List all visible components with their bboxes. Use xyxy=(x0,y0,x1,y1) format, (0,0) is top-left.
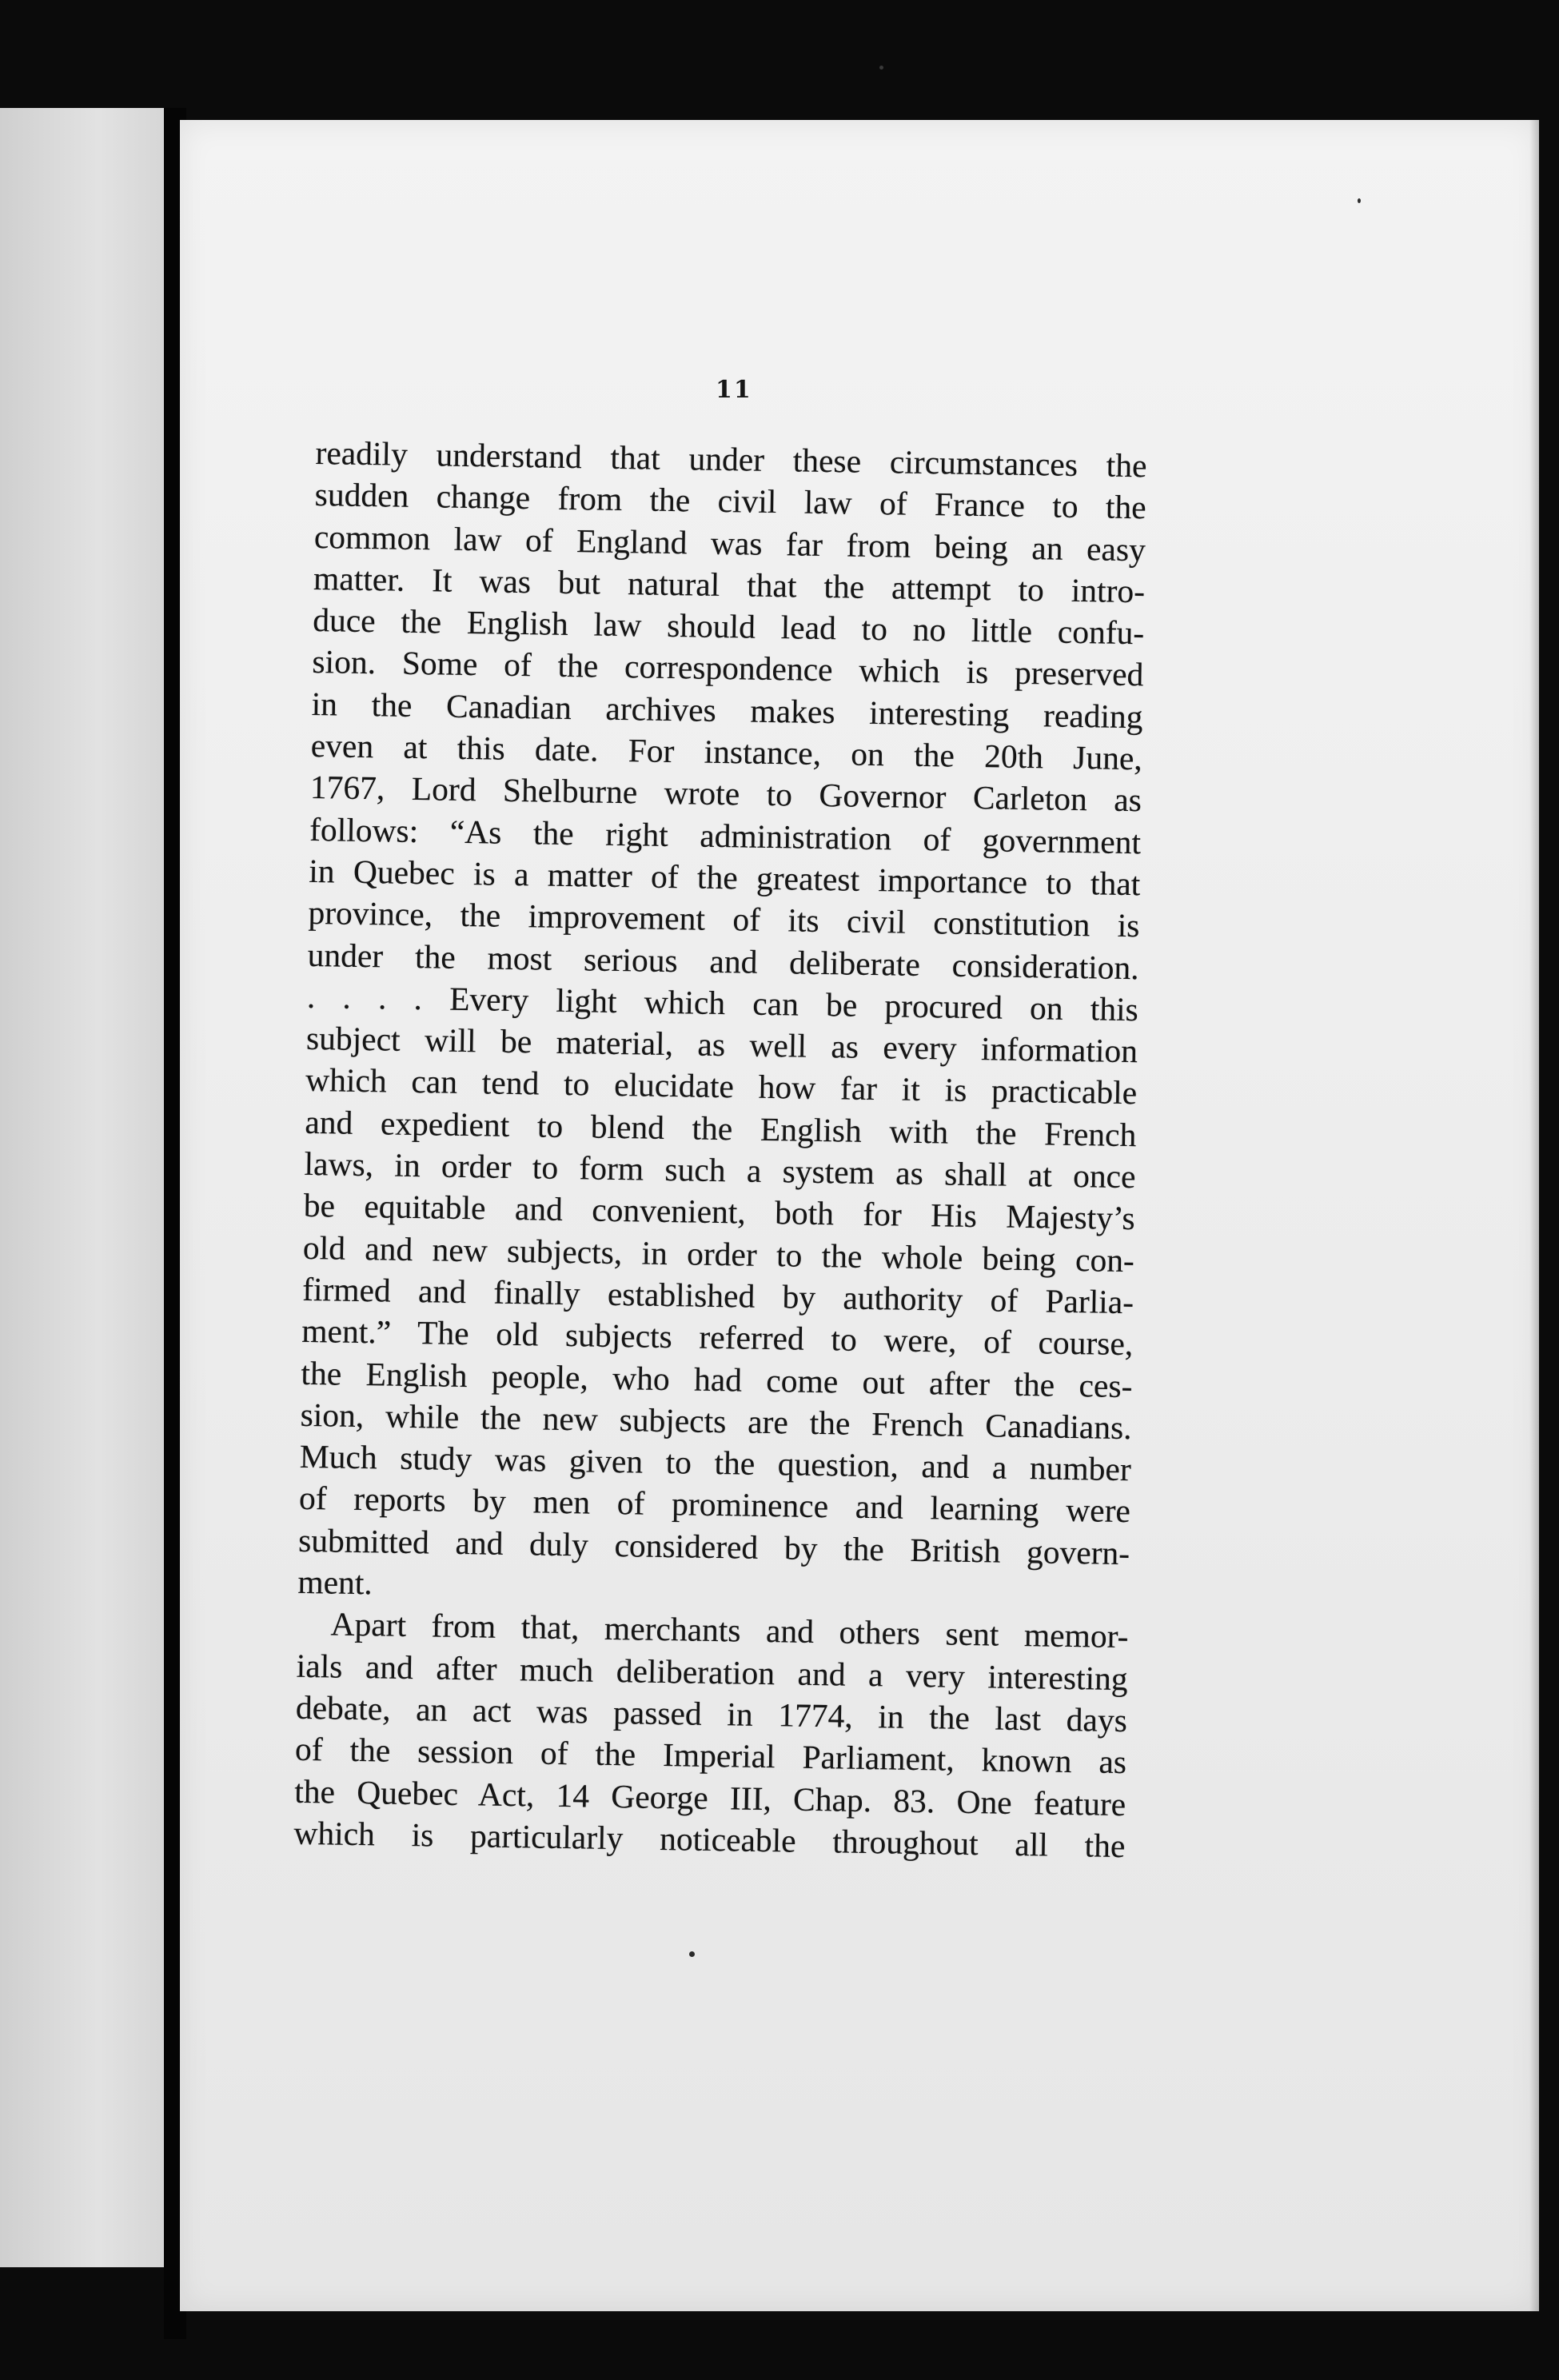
text-line: in Quebec is a matter of the greatest importance to that xyxy=(309,852,1141,903)
text-line: old and new subjects, in order to the whole being con- xyxy=(302,1228,1135,1279)
text-line: in the Canadian archives makes interesting reading xyxy=(311,685,1143,736)
text-line: submitted and duly considered by the British govern- xyxy=(297,1521,1130,1571)
text-line: and expedient to blend the English with the French xyxy=(305,1103,1137,1153)
scan-speck xyxy=(1358,198,1361,203)
text-line: which is particularly noticeable throughout all the xyxy=(293,1814,1126,1864)
text-line: of reports by men of prominence and learning were xyxy=(298,1480,1131,1530)
text-line: of the session of the Imperial Parliament, known as xyxy=(294,1731,1127,1781)
text-line: sudden change from the civil law of France to the xyxy=(314,476,1147,526)
facing-page-edge xyxy=(0,108,164,2267)
text-line: common law of England was far from being an easy xyxy=(313,517,1146,568)
text-line: which can tend to elucidate how far it is practicable xyxy=(305,1061,1138,1112)
text-line: ials and after much deliberation and a very interesting xyxy=(296,1647,1129,1697)
scan-speck xyxy=(879,66,883,70)
text-line: readily understand that under these circumstances the xyxy=(315,433,1147,485)
text-line: under the most serious and deliberate consideration. xyxy=(307,936,1139,986)
text-line: sion, while the new subjects are the French Canadians. xyxy=(300,1396,1132,1447)
text-line: duce the English law should lead to no little confu- xyxy=(312,601,1145,652)
text-line: ment.” The old subjects referred to were, of course, xyxy=(301,1312,1134,1363)
text-line: debate, an act was passed in 1774, in the last days xyxy=(295,1688,1128,1739)
page-number: 11 xyxy=(716,376,752,404)
text-line: 1767, Lord Shelburne wrote to Governor Carleton as xyxy=(309,769,1142,819)
text-line: matter. It was but natural that the attempt to intro- xyxy=(313,559,1146,610)
text-line: subject will be material, as well as every information xyxy=(305,1020,1138,1070)
text-line: sion. Some of the correspondence which is preserved xyxy=(312,643,1144,693)
page-edge-shadow xyxy=(1529,120,1539,2311)
text-line: ment. xyxy=(297,1563,373,1602)
text-line: be equitable and convenient, both for His Majesty’s xyxy=(303,1187,1136,1237)
text-line: the Quebec Act, 14 George III, Chap. 83. One feature xyxy=(293,1772,1126,1823)
body-text xyxy=(293,432,1147,1867)
scan-speck xyxy=(689,1951,695,1957)
text-line: province, the improvement of its civil constitution is xyxy=(308,894,1140,944)
text-line: even at this date. For instance, on the 20th June, xyxy=(310,727,1143,777)
text-line: follows: “As the right administration of government xyxy=(309,810,1142,861)
text-line: firmed and finally established by authority of Parlia- xyxy=(301,1270,1134,1321)
text-line: laws, in order to form such a system as shall at once xyxy=(304,1144,1136,1196)
text-line: Much study was given to the question, and a number xyxy=(299,1437,1132,1488)
text-line: Apart from that, merchants and others sent memor- xyxy=(330,1605,1129,1655)
text-line: the English people, who had come out after the ces- xyxy=(301,1354,1133,1404)
text-line: . . . . Every light which can be procured on this xyxy=(306,977,1139,1028)
